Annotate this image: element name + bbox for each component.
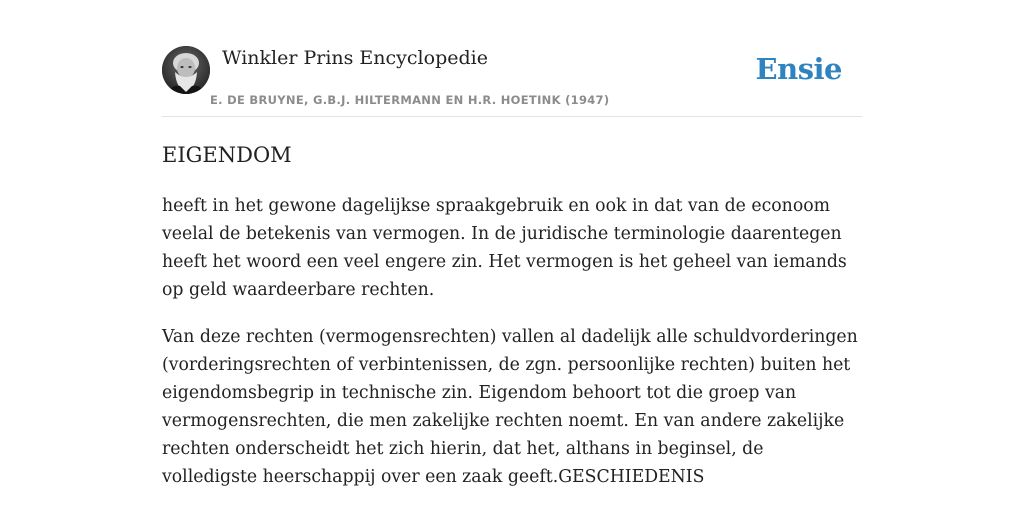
book-header	[162, 46, 862, 117]
portrait-avatar-icon	[162, 46, 210, 94]
book-authors: E. DE BRUYNE, G.B.J. HILTERMANN EN H.R. HOETINK (1947)	[210, 93, 610, 107]
article-term: EIGENDOM	[162, 143, 292, 167]
book-title[interactable]: Winkler Prins Encyclopedie	[222, 47, 488, 69]
article-paragraph: heeft in het gewone dagelijkse spraakgebruik en ook in dat van de econoom veelal de betekenis van vermogen. In de juridische terminologie daarentegen heeft het woord een veel engere zin. Het vermogen is het geheel van iemands op geld waardeerbare rechten.	[162, 196, 847, 300]
article-paragraph: Van deze rechten (vermogensrechten) vallen al dadelijk alle schuldvorderingen (vorderingsrechten of verbintenissen, de zgn. persoonlijke rechten) buiten het eigendomsbegrip in technische zin. Eigendom behoort tot die groep van vermogensrechten, die men zakelijke rechten noemt. En van andere zakelijke rechten onderscheidt het zich hierin, dat het, althans in beginsel, de volledigste heerschappij over een zaak geeft.GESCHIEDENIS	[162, 327, 858, 487]
ensie-logo-link[interactable]: Ensie	[755, 52, 842, 86]
article-content	[162, 192, 862, 510]
author-avatar[interactable]	[162, 46, 210, 94]
